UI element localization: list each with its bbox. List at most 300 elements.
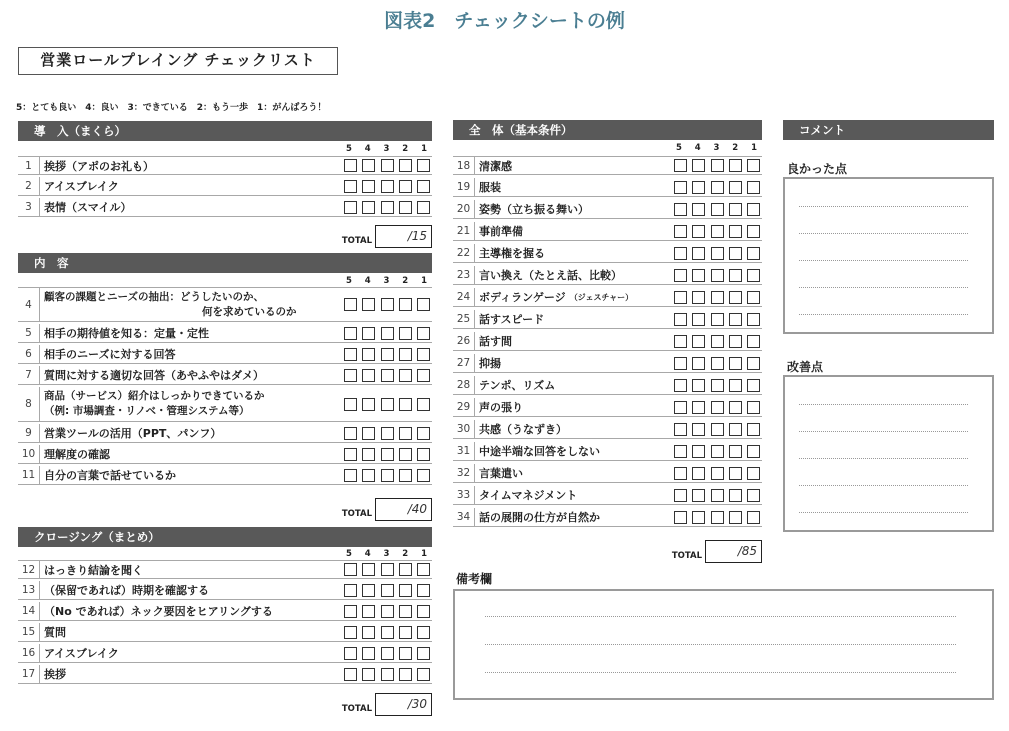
checkbox-24-1[interactable] — [747, 291, 760, 304]
checkbox-33-3[interactable] — [711, 489, 724, 502]
checkbox-20-1[interactable] — [747, 203, 760, 216]
rating-checkboxes — [672, 310, 762, 328]
checkbox-31-5[interactable] — [674, 445, 687, 458]
checkbox-13-2[interactable] — [399, 584, 412, 597]
checkbox-21-3[interactable] — [711, 225, 724, 238]
checkbox-11-5[interactable] — [344, 469, 357, 482]
rating-checkboxes — [672, 222, 762, 240]
item-number: 25 — [453, 310, 475, 328]
checkbox-16-1[interactable] — [417, 647, 430, 660]
rating-checkboxes — [342, 324, 432, 342]
checkbox-25-1[interactable] — [747, 313, 760, 326]
section-header-intro: 導 入（まくら） — [18, 121, 432, 141]
item-label: 言い換え（たとえ話、比較） — [479, 269, 622, 282]
checkbox-11-1[interactable] — [417, 469, 430, 482]
scale-5: 5 — [346, 549, 352, 559]
check-item-10 — [18, 445, 432, 464]
item-number: 33 — [453, 486, 475, 504]
checkbox-27-3[interactable] — [711, 357, 724, 370]
checkbox-22-2[interactable] — [729, 247, 742, 260]
improvement-points-box[interactable] — [783, 375, 994, 532]
rating-checkboxes — [342, 288, 432, 321]
checkbox-28-2[interactable] — [729, 379, 742, 392]
checkbox-7-4[interactable] — [362, 369, 375, 382]
item-number: 30 — [453, 420, 475, 438]
checkbox-25-4[interactable] — [692, 313, 705, 326]
item-number: 19 — [453, 178, 475, 196]
item-number: 7 — [18, 366, 40, 384]
sheet-title: 営業ロールプレイング チェックリスト — [18, 47, 338, 75]
total-intro — [340, 224, 432, 248]
checkbox-31-3[interactable] — [711, 445, 724, 458]
checkbox-2-5[interactable] — [344, 180, 357, 193]
checkbox-22-3[interactable] — [711, 247, 724, 260]
item-number: 3 — [18, 198, 40, 216]
checkbox-12-3[interactable] — [381, 563, 394, 576]
total-label: TOTAL — [341, 704, 372, 714]
check-item-21 — [453, 222, 762, 241]
checkbox-2-2[interactable] — [399, 180, 412, 193]
checkbox-10-2[interactable] — [399, 448, 412, 461]
checkbox-34-3[interactable] — [711, 511, 724, 524]
item-number: 2 — [18, 177, 40, 195]
checkbox-22-1[interactable] — [747, 247, 760, 260]
check-item-5 — [18, 324, 432, 343]
checkbox-31-4[interactable] — [692, 445, 705, 458]
checkbox-19-2[interactable] — [729, 181, 742, 194]
rating-checkboxes — [672, 486, 762, 504]
rating-checkboxes — [672, 398, 762, 416]
checkbox-25-5[interactable] — [674, 313, 687, 326]
checkbox-18-4[interactable] — [692, 159, 705, 172]
checkbox-6-4[interactable] — [362, 348, 375, 361]
checkbox-1-3[interactable] — [381, 159, 394, 172]
rating-checkboxes — [342, 157, 432, 174]
checkbox-28-1[interactable] — [747, 379, 760, 392]
checkbox-12-1[interactable] — [417, 563, 430, 576]
item-label: タイムマネジメント — [479, 489, 578, 502]
check-item-26 — [453, 332, 762, 351]
checkbox-4-5[interactable] — [344, 298, 357, 311]
checkbox-14-5[interactable] — [344, 605, 357, 618]
item-label: テンポ、リズム — [479, 379, 556, 392]
check-item-12 — [18, 560, 432, 579]
item-label: 挨拶（アポのお礼も） — [44, 159, 154, 173]
checkbox-1-1[interactable] — [417, 159, 430, 172]
checkbox-21-1[interactable] — [747, 225, 760, 238]
checkbox-6-2[interactable] — [399, 348, 412, 361]
checkbox-3-2[interactable] — [399, 201, 412, 214]
checkbox-10-5[interactable] — [344, 448, 357, 461]
checkbox-32-2[interactable] — [729, 467, 742, 480]
item-label: 質問に対する適切な回答（あやふやはダメ） — [44, 369, 264, 382]
checkbox-5-3[interactable] — [381, 327, 394, 340]
checkbox-10-3[interactable] — [381, 448, 394, 461]
checkbox-23-5[interactable] — [674, 269, 687, 282]
item-label: 中途半端な回答をしない — [479, 445, 600, 458]
item-number: 17 — [18, 665, 40, 683]
item-label: はっきり結論を聞く — [44, 563, 143, 577]
rating-checkboxes — [342, 561, 432, 578]
rating-checkboxes — [672, 332, 762, 350]
checkbox-6-3[interactable] — [381, 348, 394, 361]
checkbox-15-2[interactable] — [399, 626, 412, 639]
improvement-points-label: 改善点 — [787, 360, 824, 374]
item-note: （ジェスチャー） — [569, 292, 634, 302]
checkbox-18-5[interactable] — [674, 159, 687, 172]
item-number: 21 — [453, 222, 475, 240]
checkbox-2-1[interactable] — [417, 180, 430, 193]
checkbox-28-3[interactable] — [711, 379, 724, 392]
item-number: 23 — [453, 266, 475, 284]
checkbox-26-4[interactable] — [692, 335, 705, 348]
checkbox-5-4[interactable] — [362, 327, 375, 340]
checkbox-10-1[interactable] — [417, 448, 430, 461]
check-item-20 — [453, 200, 762, 219]
checkbox-11-4[interactable] — [362, 469, 375, 482]
checkbox-11-2[interactable] — [399, 469, 412, 482]
checkbox-30-5[interactable] — [674, 423, 687, 436]
checkbox-5-1[interactable] — [417, 327, 430, 340]
checkbox-30-3[interactable] — [711, 423, 724, 436]
checkbox-32-1[interactable] — [747, 467, 760, 480]
checkbox-24-2[interactable] — [729, 291, 742, 304]
check-item-15 — [18, 623, 432, 642]
checkbox-26-3[interactable] — [711, 335, 724, 348]
checkbox-22-5[interactable] — [674, 247, 687, 260]
scale-2: 2 — [402, 549, 409, 559]
checkbox-20-3[interactable] — [711, 203, 724, 216]
item-number: 31 — [453, 442, 475, 460]
check-item-32 — [453, 464, 762, 483]
checkbox-29-2[interactable] — [729, 401, 742, 414]
checkbox-4-1[interactable] — [417, 298, 430, 311]
checkbox-19-4[interactable] — [692, 181, 705, 194]
checkbox-20-2[interactable] — [729, 203, 742, 216]
item-number: 34 — [453, 508, 475, 526]
rating-checkboxes — [342, 177, 432, 195]
total-intro-box[interactable]: /15 — [375, 225, 432, 248]
checkbox-21-5[interactable] — [674, 225, 687, 238]
checkbox-9-3[interactable] — [381, 427, 394, 440]
section-header-overall: 全 体（基本条件） — [453, 120, 762, 140]
checkbox-13-5[interactable] — [344, 584, 357, 597]
checkbox-32-5[interactable] — [674, 467, 687, 480]
checkbox-17-1[interactable] — [417, 668, 430, 681]
rating-checkboxes — [672, 200, 762, 218]
checkbox-28-4[interactable] — [692, 379, 705, 392]
checkbox-27-5[interactable] — [674, 357, 687, 370]
checkbox-20-5[interactable] — [674, 203, 687, 216]
checkbox-33-1[interactable] — [747, 489, 760, 502]
check-item-16 — [18, 644, 432, 663]
checkbox-6-5[interactable] — [344, 348, 357, 361]
checkbox-34-1[interactable] — [747, 511, 760, 524]
checkbox-27-4[interactable] — [692, 357, 705, 370]
checkbox-18-1[interactable] — [747, 159, 760, 172]
checkbox-30-1[interactable] — [747, 423, 760, 436]
checkbox-27-1[interactable] — [747, 357, 760, 370]
scale-4: 4 — [364, 549, 371, 559]
scale-3: 3 — [383, 276, 390, 286]
checkbox-4-3[interactable] — [381, 298, 394, 311]
checkbox-19-1[interactable] — [747, 181, 760, 194]
rating-checkboxes — [342, 345, 432, 363]
item-number: 5 — [18, 324, 40, 342]
rating-checkboxes — [342, 623, 432, 641]
check-item-7 — [18, 366, 432, 385]
good-points-label: 良かった点 — [787, 162, 848, 176]
check-item-2 — [18, 177, 432, 196]
item-label: 清潔感 — [479, 159, 512, 173]
checkbox-14-3[interactable] — [381, 605, 394, 618]
checkbox-4-2[interactable] — [399, 298, 412, 311]
rating-checkboxes — [672, 508, 762, 526]
item-number: 12 — [18, 561, 40, 578]
checkbox-4-4[interactable] — [362, 298, 375, 311]
checkbox-7-3[interactable] — [381, 369, 394, 382]
checkbox-31-1[interactable] — [747, 445, 760, 458]
checkbox-26-5[interactable] — [674, 335, 687, 348]
checkbox-9-5[interactable] — [344, 427, 357, 440]
checkbox-5-2[interactable] — [399, 327, 412, 340]
rating-checkboxes — [672, 442, 762, 460]
scale-1: 1 — [421, 144, 427, 154]
checkbox-2-3[interactable] — [381, 180, 394, 193]
item-number: 11 — [18, 466, 40, 484]
checkbox-7-5[interactable] — [344, 369, 357, 382]
checkbox-21-2[interactable] — [729, 225, 742, 238]
checkbox-28-5[interactable] — [674, 379, 687, 392]
checkbox-34-5[interactable] — [674, 511, 687, 524]
checkbox-9-1[interactable] — [417, 427, 430, 440]
checkbox-29-5[interactable] — [674, 401, 687, 414]
item-label: 事前準備 — [479, 225, 523, 238]
figure-title: 図表2 チェックシートの例 — [384, 10, 625, 32]
item-number: 24 — [453, 288, 475, 306]
check-item-33 — [453, 486, 762, 505]
checkbox-30-4[interactable] — [692, 423, 705, 436]
item-number: 32 — [453, 464, 475, 482]
checkbox-17-4[interactable] — [362, 668, 375, 681]
checkbox-13-1[interactable] — [417, 584, 430, 597]
checkbox-24-4[interactable] — [692, 291, 705, 304]
checkbox-32-3[interactable] — [711, 467, 724, 480]
checkbox-6-1[interactable] — [417, 348, 430, 361]
checkbox-3-1[interactable] — [417, 201, 430, 214]
item-label: 共感（うなずき） — [479, 423, 567, 436]
item-label: 商品（サービス）紹介はしっかりできているか （例: 市場調査・リノベ・管理システム等） — [44, 390, 265, 417]
checkbox-1-5[interactable] — [344, 159, 357, 172]
checkbox-8-4[interactable] — [362, 398, 375, 411]
check-item-27 — [453, 354, 762, 373]
check-item-1 — [18, 156, 432, 175]
item-label: 相手の期待値を知る：定量・定性 — [44, 327, 209, 340]
item-number: 22 — [453, 244, 475, 262]
total-content-box[interactable]: /40 — [375, 498, 432, 521]
checkbox-13-3[interactable] — [381, 584, 394, 597]
item-label: 主導権を握る — [479, 247, 545, 260]
checkbox-24-5[interactable] — [674, 291, 687, 304]
item-label: アイスブレイク — [44, 647, 119, 660]
checkbox-3-3[interactable] — [381, 201, 394, 214]
rating-checkboxes — [672, 420, 762, 438]
rating-checkboxes — [342, 581, 432, 599]
checkbox-22-4[interactable] — [692, 247, 705, 260]
checkbox-7-2[interactable] — [399, 369, 412, 382]
checkbox-8-1[interactable] — [417, 398, 430, 411]
rating-scale-overall — [671, 143, 761, 153]
check-item-11 — [18, 466, 432, 485]
item-label: 相手のニーズに対する回答 — [44, 348, 176, 361]
checkbox-31-2[interactable] — [729, 445, 742, 458]
rating-checkboxes — [672, 376, 762, 394]
check-item-17 — [18, 665, 432, 684]
checkbox-23-4[interactable] — [692, 269, 705, 282]
item-label: 営業ツールの活用（PPT、パンフ） — [44, 427, 222, 440]
remarks-label: 備考欄 — [456, 572, 493, 586]
total-label: TOTAL — [341, 236, 372, 246]
check-item-34 — [453, 508, 762, 527]
checkbox-34-2[interactable] — [729, 511, 742, 524]
good-points-box[interactable] — [783, 177, 994, 334]
rating-legend: 5：とても良い 4：良い 3：できている 2：もう一歩 1：がんばろう！ — [16, 103, 327, 113]
checkbox-13-4[interactable] — [362, 584, 375, 597]
scale-1: 1 — [751, 143, 757, 153]
checkbox-9-2[interactable] — [399, 427, 412, 440]
checkbox-17-2[interactable] — [399, 668, 412, 681]
checkbox-19-5[interactable] — [674, 181, 687, 194]
checkbox-25-2[interactable] — [729, 313, 742, 326]
checkbox-29-4[interactable] — [692, 401, 705, 414]
check-item-9 — [18, 424, 432, 443]
checkbox-27-2[interactable] — [729, 357, 742, 370]
section-header-closing: クロージング（まとめ） — [18, 527, 432, 547]
checkbox-33-2[interactable] — [729, 489, 742, 502]
check-item-4 — [18, 287, 432, 322]
item-label: 話す間 — [479, 335, 512, 348]
checkbox-12-2[interactable] — [399, 563, 412, 576]
checkbox-23-3[interactable] — [711, 269, 724, 282]
checkbox-29-3[interactable] — [711, 401, 724, 414]
total-overall-box[interactable]: /85 — [705, 540, 762, 563]
checkbox-9-4[interactable] — [362, 427, 375, 440]
rating-checkboxes — [672, 464, 762, 482]
checkbox-5-5[interactable] — [344, 327, 357, 340]
rating-checkboxes — [342, 424, 432, 442]
checkbox-33-4[interactable] — [692, 489, 705, 502]
rating-checkboxes — [342, 466, 432, 484]
checkbox-10-4[interactable] — [362, 448, 375, 461]
item-label: （保留であれば）時期を確認する — [44, 584, 209, 597]
checkbox-33-5[interactable] — [674, 489, 687, 502]
item-label: 姿勢（立ち振る舞い） — [479, 203, 589, 216]
checkbox-2-4[interactable] — [362, 180, 375, 193]
scale-5: 5 — [346, 276, 352, 286]
checkbox-1-2[interactable] — [399, 159, 412, 172]
scale-1: 1 — [421, 549, 427, 559]
checkbox-3-4[interactable] — [362, 201, 375, 214]
checkbox-7-1[interactable] — [417, 369, 430, 382]
total-closing-box[interactable]: /30 — [375, 693, 432, 716]
checkbox-23-2[interactable] — [729, 269, 742, 282]
check-item-19 — [453, 178, 762, 197]
checkbox-15-3[interactable] — [381, 626, 394, 639]
checkbox-8-3[interactable] — [381, 398, 394, 411]
checkbox-14-1[interactable] — [417, 605, 430, 618]
scale-3: 3 — [383, 144, 390, 154]
total-closing — [340, 692, 432, 716]
checkbox-26-1[interactable] — [747, 335, 760, 348]
checkbox-1-4[interactable] — [362, 159, 375, 172]
total-label: TOTAL — [341, 509, 372, 519]
rating-checkboxes — [342, 644, 432, 662]
checkbox-14-4[interactable] — [362, 605, 375, 618]
checkbox-14-2[interactable] — [399, 605, 412, 618]
checkbox-16-4[interactable] — [362, 647, 375, 660]
checkbox-3-5[interactable] — [344, 201, 357, 214]
check-item-25 — [453, 310, 762, 329]
check-item-6 — [18, 345, 432, 364]
checkbox-15-4[interactable] — [362, 626, 375, 639]
checkbox-34-4[interactable] — [692, 511, 705, 524]
scale-4: 4 — [694, 143, 701, 153]
checkbox-17-3[interactable] — [381, 668, 394, 681]
item-label: 理解度の確認 — [44, 448, 110, 461]
item-number: 8 — [18, 387, 40, 421]
checkbox-11-3[interactable] — [381, 469, 394, 482]
checkbox-17-5[interactable] — [344, 668, 357, 681]
checkbox-21-4[interactable] — [692, 225, 705, 238]
check-item-30 — [453, 420, 762, 439]
scale-2: 2 — [402, 276, 409, 286]
checkbox-16-2[interactable] — [399, 647, 412, 660]
checkbox-30-2[interactable] — [729, 423, 742, 436]
item-number: 26 — [453, 332, 475, 350]
checkbox-32-4[interactable] — [692, 467, 705, 480]
checkbox-25-3[interactable] — [711, 313, 724, 326]
check-item-22 — [453, 244, 762, 263]
checkbox-20-4[interactable] — [692, 203, 705, 216]
checkbox-24-3[interactable] — [711, 291, 724, 304]
item-label: 服装 — [479, 181, 501, 194]
checkbox-8-5[interactable] — [344, 398, 357, 411]
checkbox-16-5[interactable] — [344, 647, 357, 660]
remarks-box[interactable] — [453, 589, 994, 700]
scale-5: 5 — [346, 144, 352, 154]
checkbox-23-1[interactable] — [747, 269, 760, 282]
checkbox-12-5[interactable] — [344, 563, 357, 576]
checkbox-12-4[interactable] — [362, 563, 375, 576]
checkbox-15-5[interactable] — [344, 626, 357, 639]
checkbox-16-3[interactable] — [381, 647, 394, 660]
checkbox-15-1[interactable] — [417, 626, 430, 639]
checkbox-18-2[interactable] — [729, 159, 742, 172]
checkbox-29-1[interactable] — [747, 401, 760, 414]
checkbox-19-3[interactable] — [711, 181, 724, 194]
checkbox-8-2[interactable] — [399, 398, 412, 411]
checkbox-18-3[interactable] — [711, 159, 724, 172]
checkbox-26-2[interactable] — [729, 335, 742, 348]
item-label: （No であれば）ネック要因をヒアリングする — [44, 605, 273, 618]
item-number: 4 — [18, 288, 40, 321]
scale-4: 4 — [364, 144, 371, 154]
scale-3: 3 — [713, 143, 720, 153]
scale-2: 2 — [732, 143, 739, 153]
rating-scale-closing — [341, 549, 431, 559]
item-label: 言葉遣い — [479, 467, 523, 480]
item-label: ボディランゲージ （ジェスチャー） — [479, 291, 634, 304]
